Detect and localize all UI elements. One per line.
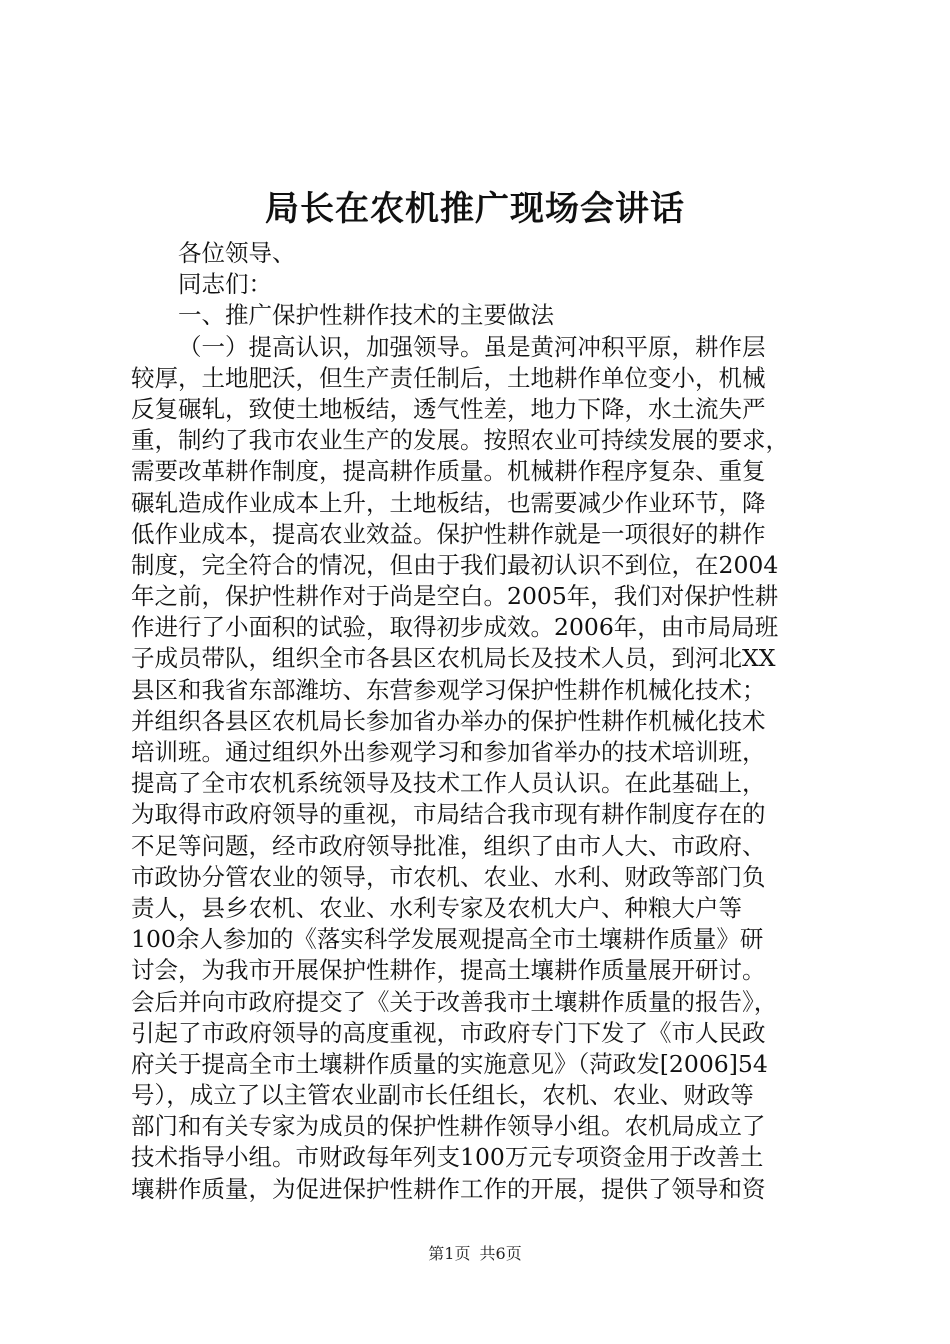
paragraph-line: 引起了市政府领导的高度重视，市政府专门下发了《市人民政 bbox=[131, 1018, 766, 1047]
paragraph-line: 技术指导小组。市财政每年列支100万元专项资金用于改善土 bbox=[131, 1143, 764, 1172]
document-body bbox=[131, 238, 831, 1205]
paragraph-line: 壤耕作质量，为促进保护性耕作工作的开展，提供了领导和资 bbox=[131, 1174, 766, 1203]
paragraph-line: 需要改革耕作制度，提高耕作质量。机械耕作程序复杂、重复 bbox=[131, 457, 766, 486]
paragraph-line: 会后并向市政府提交了《关于改善我市土壤耕作质量的报告》， bbox=[131, 987, 778, 1016]
paragraph-line: 提高了全市农机系统领导及技术工作人员认识。在此基础上， bbox=[131, 769, 766, 798]
paragraph-line: 为取得市政府领导的重视，市局结合我市现有耕作制度存在的 bbox=[131, 800, 766, 829]
paragraph-line: 责人，县乡农机、农业、水利专家及农机大户、种粮大户等 bbox=[131, 893, 742, 922]
paragraph-line: 府关于提高全市土壤耕作质量的实施意见》（菏政发[2006]54 bbox=[131, 1049, 768, 1078]
paragraph-line: 讨会，为我市开展保护性耕作，提高土壤耕作质量展开研讨。 bbox=[131, 956, 766, 985]
paragraph-line: 培训班。通过组织外出参观学习和参加省举办的技术培训班， bbox=[131, 738, 766, 766]
section-heading: 一、推广保护性耕作技术的主要做法 bbox=[178, 301, 554, 330]
page-number: 第1页 bbox=[428, 1244, 471, 1263]
salutation-line: 同志们： bbox=[178, 270, 272, 299]
paragraph-line: 年之前，保护性耕作对于尚是空白。2005年，我们对保护性耕 bbox=[131, 582, 779, 611]
paragraph-line: 反复碾轧，致使土地板结，透气性差，地力下降，水土流失严 bbox=[131, 394, 766, 423]
paragraph-line: 作进行了小面积的试验，取得初步成效。2006年，由市局局班 bbox=[131, 613, 779, 642]
paragraph-line: 部门和有关专家为成员的保护性耕作领导小组。农机局成立了 bbox=[131, 1112, 766, 1141]
paragraph-line: 号），成立了以主管农业副市长任组长，农机、农业、财政等 bbox=[131, 1081, 754, 1110]
salutation-line: 各位领导、 bbox=[178, 239, 296, 267]
document-title: 局长在农机推广现场会讲话 bbox=[265, 189, 685, 229]
paragraph-line: 县区和我省东部潍坊、东营参观学习保护性耕作机械化技术； bbox=[131, 675, 766, 704]
page-total: 共6页 bbox=[479, 1244, 522, 1263]
paragraph-line: 碾轧造成作业成本上升，土地板结，也需要减少作业环节，降 bbox=[131, 488, 766, 517]
page-footer bbox=[0, 1242, 950, 1266]
paragraph-line: 不足等问题，经市政府领导批准，组织了由市人大、市政府、 bbox=[131, 831, 766, 860]
paragraph-line: 并组织各县区农机局长参加省办举办的保护性耕作机械化技术 bbox=[131, 706, 766, 735]
paragraph-line: （一）提高认识，加强领导。虽是黄河冲积平原，耕作层 bbox=[178, 332, 766, 361]
paragraph-line: 低作业成本，提高农业效益。保护性耕作就是一项很好的耕作 bbox=[131, 519, 766, 548]
paragraph-line: 市政协分管农业的领导，市农机、农业、水利、财政等部门负 bbox=[131, 862, 766, 891]
paragraph-line: 100余人参加的《落实科学发展观提高全市土壤耕作质量》研 bbox=[131, 925, 764, 954]
paragraph-line: 重，制约了我市农业生产的发展。按照农业可持续发展的要求， bbox=[131, 426, 789, 455]
paragraph-line: 子成员带队，组织全市各县区农机局长及技术人员，到河北XX bbox=[131, 644, 776, 673]
paragraph-line: 较厚，土地肥沃，但生产责任制后，土地耕作单位变小，机械 bbox=[131, 363, 766, 392]
paragraph-line: 制度，完全符合的情况，但由于我们最初认识不到位，在2004 bbox=[131, 550, 779, 579]
